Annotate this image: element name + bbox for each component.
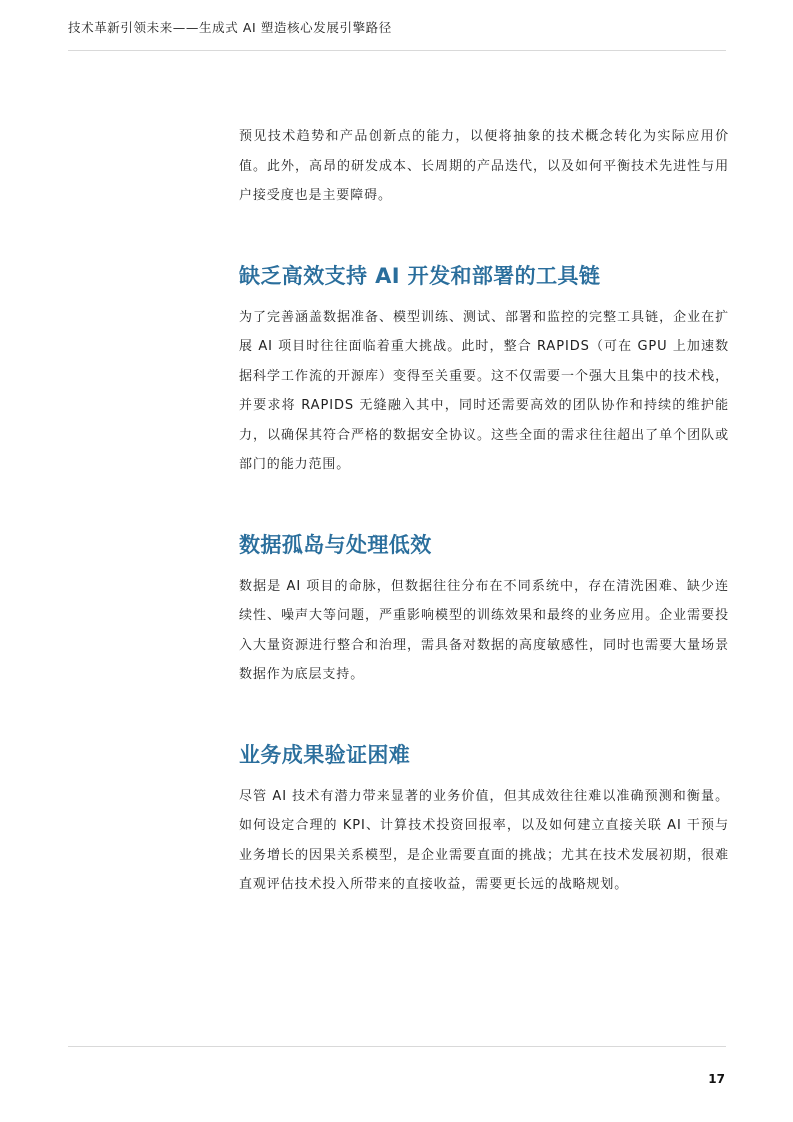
- section-heading-toolchain: 缺乏高效支持 AI 开发和部署的工具链: [239, 263, 601, 288]
- header-divider: [68, 50, 726, 51]
- page-number: 17: [708, 1072, 725, 1086]
- footer-divider: [68, 1046, 726, 1047]
- section-heading-data-silos: 数据孤岛与处理低效: [239, 532, 432, 557]
- section-paragraph-business-validation: 尽管 AI 技术有潜力带来显著的业务价值，但其成效往往难以准确预测和衡量。如何设定合理的 KPI、计算技术投资回报率，以及如何建立直接关联 AI 干预与业务增长的因果关系模型，是企业需要直面的挑战；尤其在技术发展初期，很难直观评估技术投入所带来的直接收益，需要更长远的战略规划。: [239, 788, 729, 892]
- body-content: [239, 122, 729, 900]
- section-heading-business-validation: 业务成果验证困难: [239, 742, 411, 767]
- section-paragraph-toolchain: 为了完善涵盖数据准备、模型训练、测试、部署和监控的完整工具链，企业在扩展 AI 项目时往往面临着重大挑战。此时，整合 RAPIDS（可在 GPU 上加速数据科学工作流的开源库）变得至关重要。这不仅需要一个强大且集中的技术栈，并要求将 RAPIDS 无缝融入其中，同时还需要高效的团队协作和持续的维护能力，以确保其符合严格的数据安全协议。这些全面的需求往往超出了单个团队或部门的能力范围。: [239, 309, 729, 472]
- running-header-title: 技术革新引领未来——生成式 AI 塑造核心发展引擎路径: [68, 20, 392, 35]
- intro-paragraph: 预见技术趋势和产品创新点的能力，以便将抽象的技术概念转化为实际应用价值。此外，高昂的研发成本、长周期的产品迭代，以及如何平衡技术先进性与用户接受度也是主要障碍。: [239, 129, 729, 203]
- section-paragraph-data-silos: 数据是 AI 项目的命脉，但数据往往分布在不同系统中，存在清洗困难、缺少连续性、噪声大等问题，严重影响模型的训练效果和最终的业务应用。企业需要投入大量资源进行整合和治理，需具备对数据的高度敏感性，同时也需要大量场景数据作为底层支持。: [239, 578, 729, 682]
